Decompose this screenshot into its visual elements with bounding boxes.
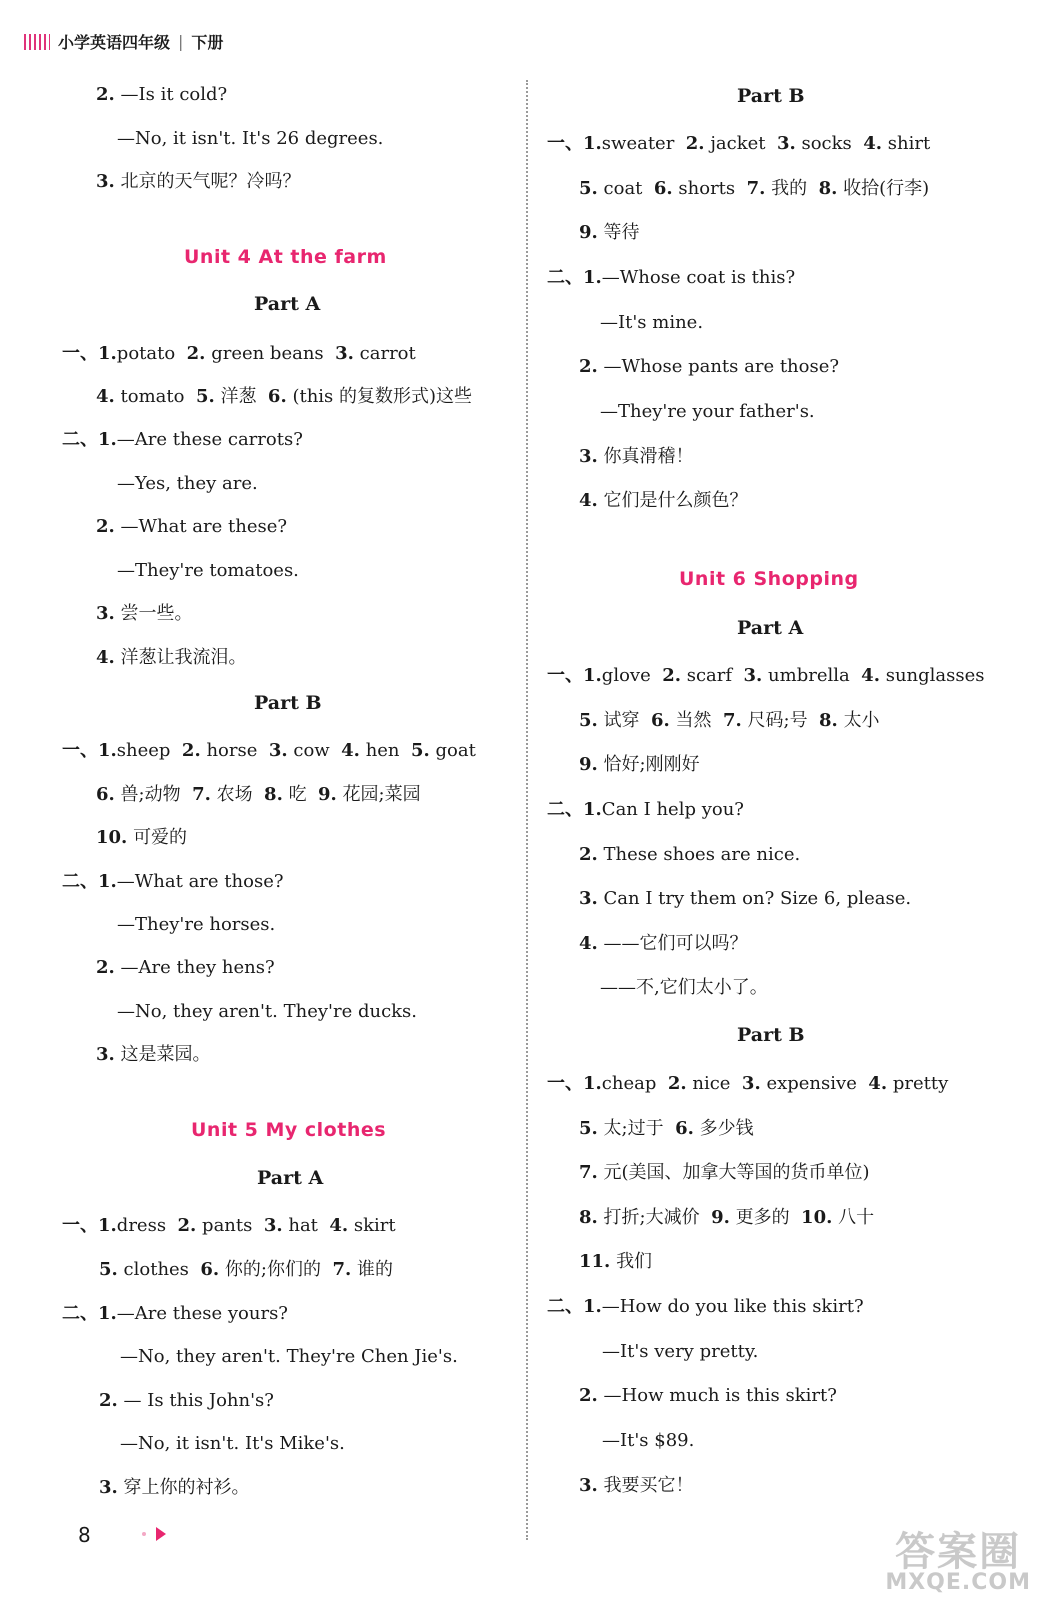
answer-line: 一、1.potato 2. green beans 3. carrot <box>62 343 416 364</box>
watermark <box>885 1529 1031 1595</box>
header-separator: | <box>178 32 184 51</box>
answer-line: 4. 洋葱让我流泪。 <box>96 647 247 668</box>
answer-line: 二、1.—How do you like this skirt? <box>547 1296 864 1317</box>
answer-line: 6. 兽;动物 7. 农场 8. 吃 9. 花园;菜园 <box>96 784 421 805</box>
answer-line: 2. —How much is this skirt? <box>579 1385 837 1406</box>
book-title: 小学英语四年级 <box>58 33 171 52</box>
answer-line: —They're horses. <box>117 914 276 935</box>
book-volume: 下册 <box>191 33 224 52</box>
answer-line: ——不,它们太小了。 <box>600 977 768 998</box>
watermark-text: 答案圈 <box>895 1529 1022 1575</box>
unit-heading: Unit 5 My clothes <box>191 1119 387 1141</box>
answer-line: 一、1.dress 2. pants 3. hat 4. skirt <box>62 1215 396 1236</box>
answer-line: 二、1.—What are those? <box>62 871 284 892</box>
header-bars-icon <box>24 34 50 50</box>
answer-line: 2. — Is this John's? <box>99 1390 274 1411</box>
answer-line: 2. —What are these? <box>96 516 288 537</box>
answer-line: —It's very pretty. <box>602 1341 759 1362</box>
part-heading: Part B <box>737 1024 805 1046</box>
part-heading: Part B <box>254 692 322 714</box>
answer-line: 4. ——它们可以吗？ <box>579 933 748 954</box>
answer-line: 10. 可爱的 <box>96 827 188 848</box>
answer-line: 5. coat 6. shorts 7. 我的 8. 收拾(行李) <box>579 178 930 199</box>
page-arrow-icon <box>156 1527 166 1541</box>
answer-line: 2. These shoes are nice. <box>579 844 801 865</box>
answer-line: —Yes, they are. <box>117 473 258 494</box>
answer-line: —They're tomatoes. <box>117 560 299 581</box>
answer-line: 3. 尝一些。 <box>96 603 193 624</box>
page-header <box>24 30 223 53</box>
answer-line: 7. 元(美国、加拿大等国的货币单位) <box>579 1162 870 1183</box>
answer-line: 9. 等待 <box>579 222 640 243</box>
answer-line: 3. 我要买它！ <box>579 1475 694 1496</box>
answer-line: 2. —Whose pants are those? <box>579 356 840 377</box>
answer-line: 二、1.—Whose coat is this? <box>547 267 796 288</box>
answer-line: 3. 北京的天气呢？冷吗？ <box>96 171 301 192</box>
part-heading: Part A <box>737 617 804 639</box>
answer-line: —It's mine. <box>600 312 704 333</box>
part-heading: Part B <box>737 85 805 107</box>
part-heading: Part A <box>254 293 321 315</box>
answer-line: 8. 打折;大减价 9. 更多的 10. 八十 <box>579 1207 875 1228</box>
answer-line: 二、1.—Are these yours? <box>62 1303 288 1324</box>
answer-line: 4. tomato 5. 洋葱 6. (this 的复数形式)这些 <box>96 386 473 407</box>
answer-line: 2. —Is it cold? <box>96 84 228 105</box>
answer-line: 5. clothes 6. 你的;你们的 7. 谁的 <box>99 1259 393 1280</box>
answer-line: —It's $89. <box>602 1430 695 1451</box>
answer-line: 4. 它们是什么颜色？ <box>579 490 748 511</box>
unit-heading: Unit 6 Shopping <box>679 568 859 590</box>
answer-line: 2. —Are they hens? <box>96 957 275 978</box>
page-number: 8 <box>78 1523 91 1547</box>
answer-line: 一、1.sweater 2. jacket 3. socks 4. shirt <box>547 133 931 154</box>
answer-line: 3. Can I try them on? Size 6, please. <box>579 888 912 909</box>
answer-line: 二、1.Can I help you? <box>547 799 744 820</box>
footer-dot-icon <box>142 1532 146 1536</box>
answer-line: —No, it isn't. It's 26 degrees. <box>117 128 384 149</box>
answer-line: 一、1.sheep 2. horse 3. cow 4. hen 5. goat <box>62 740 476 761</box>
watermark-url: MXQE.COM <box>885 1570 1031 1595</box>
answer-line: —They're your father's. <box>600 401 815 422</box>
column-divider <box>526 80 528 1540</box>
answer-line: 3. 你真滑稽！ <box>579 446 694 467</box>
answer-line: 9. 恰好;刚刚好 <box>579 754 700 775</box>
part-heading: Part A <box>257 1167 324 1189</box>
answer-line: 一、1.cheap 2. nice 3. expensive 4. pretty <box>547 1073 949 1094</box>
unit-heading: Unit 4 At the farm <box>184 246 387 268</box>
answer-line: 5. 太;过于 6. 多少钱 <box>579 1118 754 1139</box>
answer-line: 一、1.glove 2. scarf 3. umbrella 4. sunglasses <box>547 665 985 686</box>
answer-line: —No, it isn't. It's Mike's. <box>120 1433 345 1454</box>
answer-line: 3. 这是菜园。 <box>96 1044 211 1065</box>
answer-line: —No, they aren't. They're ducks. <box>117 1001 418 1022</box>
answer-line: 3. 穿上你的衬衫。 <box>99 1477 250 1498</box>
answer-line: 二、1.—Are these carrots? <box>62 429 303 450</box>
answer-line: —No, they aren't. They're Chen Jie's. <box>120 1346 458 1367</box>
answer-line: 5. 试穿 6. 当然 7. 尺码;号 8. 太小 <box>579 710 880 731</box>
answer-line: 11. 我们 <box>579 1251 653 1272</box>
